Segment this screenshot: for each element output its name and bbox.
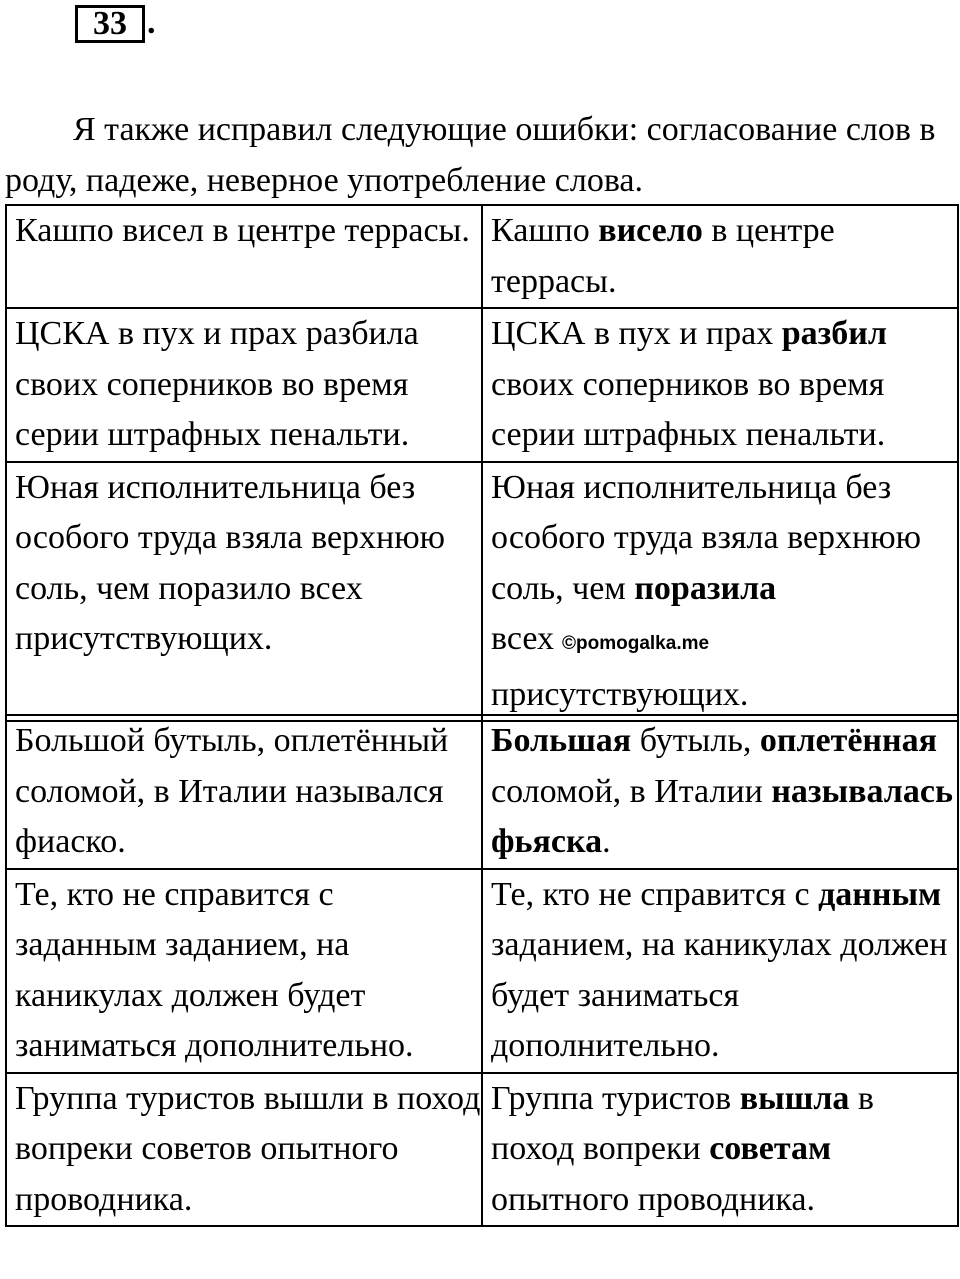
corrected-sentence (482, 869, 958, 1073)
corrected-segment: . (602, 823, 611, 860)
corrected-word: советам (709, 1130, 832, 1167)
exercise-number-box (75, 5, 145, 43)
corrections-table-part-2 (5, 714, 959, 1227)
corrected-sentence (482, 205, 958, 308)
original-sentence: Группа туристов вышли в поход вопреки советов опытного проводника. (6, 1073, 482, 1227)
table-row (6, 1073, 958, 1227)
exercise-number-dot: . (147, 4, 156, 41)
corrected-segment: Юная исполнительница без особого труда взяла верхнюю соль, чем (491, 468, 922, 607)
watermark: ©pomogalka.me (562, 633, 710, 654)
corrected-segment: Те, кто не справится с (491, 875, 819, 913)
corrected-sentence (482, 715, 958, 869)
corrected-segment: бутыль, (631, 722, 760, 759)
original-sentence: Кашпо висел в центре террасы. (6, 205, 482, 308)
corrected-segment: в поход вопреки (491, 1079, 874, 1167)
corrected-sentence (482, 308, 958, 462)
corrected-segment: опытного проводника. (491, 1180, 816, 1218)
corrected-segment: Группа туристов (491, 1079, 740, 1117)
corrected-sentence (482, 462, 958, 722)
table-row (6, 715, 958, 869)
original-sentence: Те, кто не справится с заданным заданием, на каникулах должен будет заниматься дополнительно. (6, 869, 482, 1073)
corrected-segment: в центре террасы. (491, 212, 835, 300)
corrected-segment: своих соперников во время серии штрафных пенальти. (491, 365, 886, 453)
corrected-word: Большая (491, 722, 632, 759)
table-row (6, 308, 958, 462)
corrected-word: поразила (634, 569, 777, 607)
corrected-segment: Кашпо (491, 212, 599, 249)
corrected-word: оплетённая (759, 722, 937, 759)
original-sentence: ЦСКА в пух и прах разбила своих соперников во время серии штрафных пенальти. (6, 308, 482, 462)
exercise-number: 33 (93, 5, 127, 42)
original-sentence: Юная исполнительница без особого труда взяла верхнюю соль, чем поразило всех присутствующих. (6, 462, 482, 722)
corrected-word: вышла (739, 1079, 850, 1117)
corrections-table-part-1 (5, 204, 959, 722)
table-row (6, 869, 958, 1073)
corrected-word: висело (598, 212, 703, 249)
corrected-segment: заданием, на каникулах должен будет заниматься дополнительно. (491, 926, 948, 1064)
corrected-segment: всех (491, 620, 555, 657)
corrected-word: называлась фьяска (491, 772, 953, 860)
table-row (6, 462, 958, 722)
table-row (6, 205, 958, 308)
corrected-word: данным (818, 875, 942, 913)
corrected-sentence (482, 1073, 958, 1227)
corrected-segment: соломой, в Италии (491, 772, 772, 810)
original-sentence: Большой бутыль, оплетённый соломой, в Италии назывался фиаско. (6, 715, 482, 869)
corrected-word: разбил (781, 315, 887, 352)
intro-paragraph: Я также исправил следующие ошибки: согласование слов в роду, падеже, неверное употребление слова. (5, 111, 936, 199)
corrected-segment: присутствующих. (491, 675, 749, 713)
corrected-segment: ЦСКА в пух и прах (491, 315, 782, 352)
